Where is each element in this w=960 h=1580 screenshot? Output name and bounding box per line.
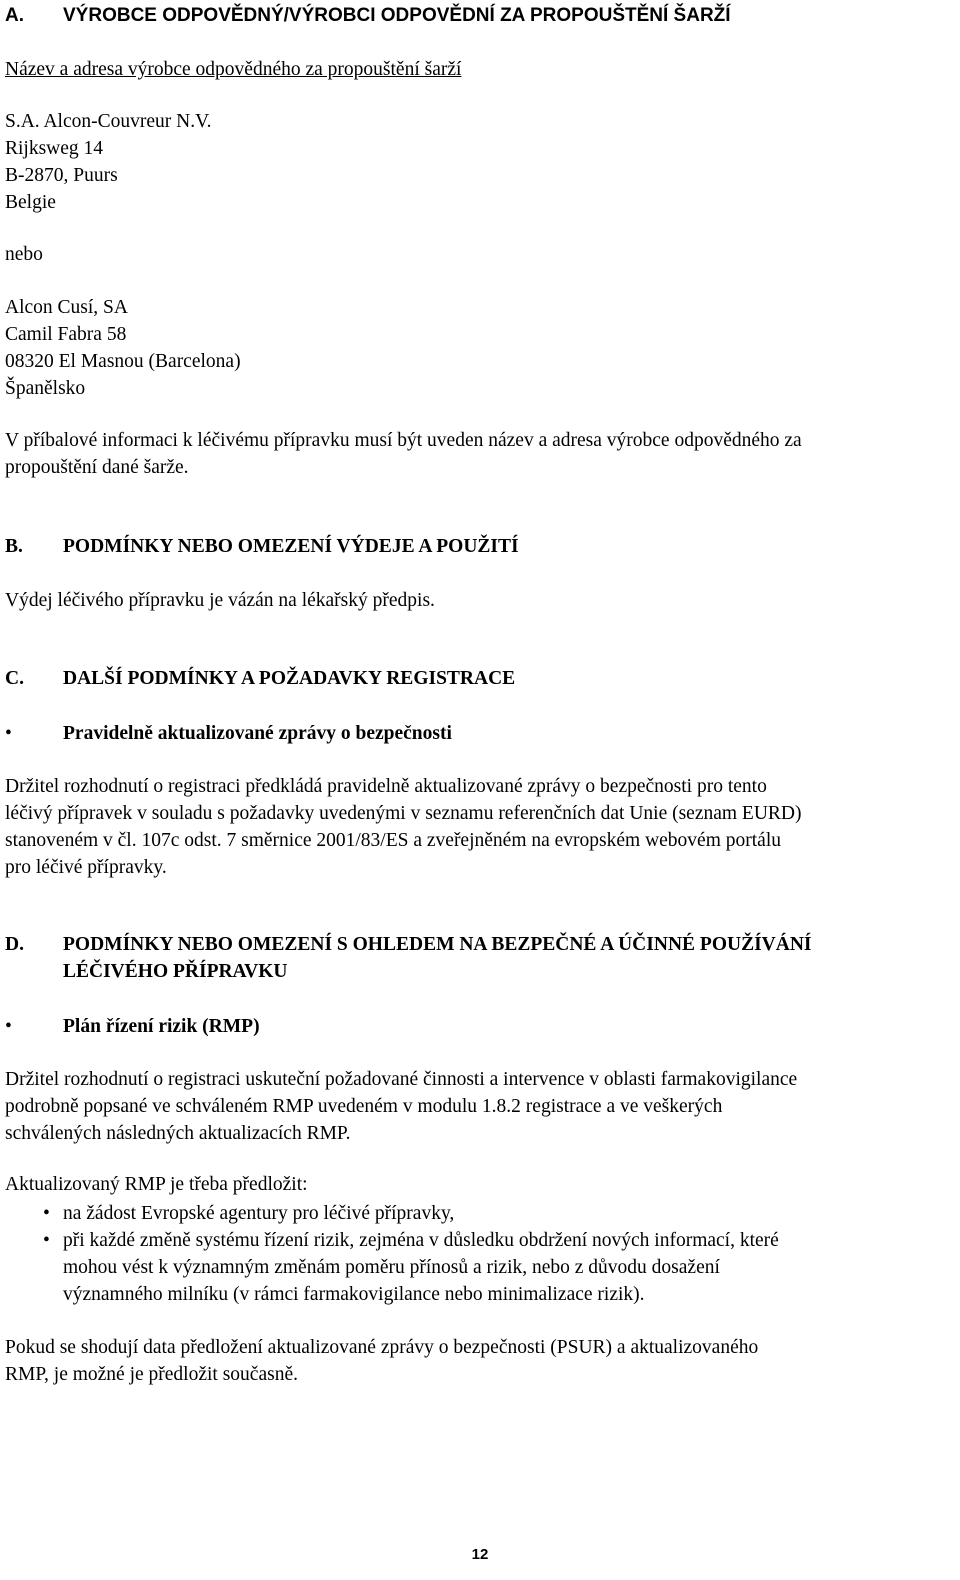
list-item-line: na žádost Evropské agentury pro léčivé přípravky, <box>63 1203 455 1224</box>
address-line: B-2870, Puurs <box>5 165 118 186</box>
bullet-icon: • <box>43 1203 50 1224</box>
section-d-heading <box>5 931 812 985</box>
address-line: Alcon Cusí, SA <box>5 297 128 318</box>
rmp-list-item <box>5 1227 953 1308</box>
bullet-icon: • <box>5 1016 12 1037</box>
section-a-note <box>5 427 802 481</box>
manufacturer-2-address <box>5 294 241 402</box>
paragraph-line: RMP, je možné je předložit současně. <box>5 1364 298 1385</box>
closing-paragraph <box>5 1334 758 1388</box>
paragraph-line: léčivý přípravek v souladu s požadavky uvedenými v seznamu referenčních dat Unie (seznam EURD) <box>5 803 802 824</box>
address-line: Camil Fabra 58 <box>5 324 127 345</box>
section-c-heading <box>5 665 515 692</box>
paragraph-line: schválených následných aktualizacích RMP. <box>5 1123 351 1144</box>
address-line: Belgie <box>5 192 56 213</box>
list-item-line: významného milníku (v rámci farmakovigilance nebo minimalizace rizik). <box>63 1284 645 1305</box>
paragraph-line: podrobně popsané ve schváleném RMP uvedeném v modulu 1.8.2 registrace a ve veškerých <box>5 1096 723 1117</box>
section-c-title: DALŠÍ PODMÍNKY A POŽADAVKY REGISTRACE <box>63 668 516 689</box>
paragraph-line: Držitel rozhodnutí o registraci uskuteční požadované činnosti a intervence v oblasti farmakovigilance <box>5 1069 798 1090</box>
section-d-title-line: PODMÍNKY NEBO OMEZENÍ S OHLEDEM NA BEZPEČNÉ A ÚČINNÉ POUŽÍVÁNÍ <box>63 934 812 955</box>
section-d-title <box>63 931 812 985</box>
list-item-line: mohou vést k významným změnám poměru přínosů a rizik, nebo z důvodu dosažení <box>63 1257 720 1278</box>
bullet-icon: • <box>5 723 12 744</box>
section-d-paragraph <box>5 1066 797 1147</box>
list-item-line: při každé změně systému řízení rizik, zejména v důsledku obdržení nových informací, které <box>63 1230 779 1251</box>
paragraph-line: Pokud se shodují data předložení aktualizované zprávy o bezpečnosti (PSUR) a aktualizovaného <box>5 1337 759 1358</box>
section-d-bullet-heading <box>5 1013 260 1040</box>
address-line: Španělsko <box>5 378 86 399</box>
section-d-title-line: LÉČIVÉHO PŘÍPRAVKU <box>63 961 288 982</box>
section-a-heading <box>5 3 731 29</box>
section-a-letter: A. <box>5 5 24 26</box>
section-c-subtitle: Pravidelně aktualizované zprávy o bezpečnosti <box>63 723 452 744</box>
section-c-letter: C. <box>5 668 24 689</box>
paragraph-line: pro léčivé přípravky. <box>5 857 167 878</box>
manufacturer-1-address <box>5 108 212 216</box>
section-d-letter: D. <box>5 934 24 955</box>
address-line: 08320 El Masnou (Barcelona) <box>5 351 241 372</box>
section-a-title: VÝROBCE ODPOVĚDNÝ/VÝROBCI ODPOVĚDNÍ ZA PROPOUŠTĚNÍ ŠARŽÍ <box>63 5 731 26</box>
note-line: propouštění dané šarže. <box>5 457 189 478</box>
section-b-heading <box>5 533 519 560</box>
paragraph-line: stanoveném v čl. 107c odst. 7 směrnice 2001/83/ES a zveřejněném na evropském webovém portálu <box>5 830 781 851</box>
section-b-letter: B. <box>5 536 23 557</box>
address-line: S.A. Alcon-Couvreur N.V. <box>5 111 212 132</box>
section-c-bullet-heading <box>5 720 452 747</box>
rmp-list-item <box>5 1200 953 1227</box>
section-b-title: PODMÍNKY NEBO OMEZENÍ VÝDEJE A POUŽITÍ <box>63 536 519 557</box>
section-b-text: Výdej léčivého přípravku je vázán na lékařský předpis. <box>5 590 435 611</box>
section-c-paragraph <box>5 773 802 881</box>
paragraph-line: Držitel rozhodnutí o registraci předkládá pravidelně aktualizované zprávy o bezpečnosti pro tento <box>5 776 767 797</box>
rmp-intro: Aktualizovaný RMP je třeba předložit: <box>5 1174 308 1195</box>
address-line: Rijksweg 14 <box>5 138 104 159</box>
note-line: V příbalové informaci k léčivému přípravku musí být uveden název a adresa výrobce odpovědného za <box>5 430 802 451</box>
section-a-subtitle: Název a adresa výrobce odpovědného za propouštění šarží <box>5 59 462 80</box>
bullet-icon: • <box>43 1230 50 1251</box>
or-text: nebo <box>5 244 43 265</box>
page-number: 12 <box>471 1546 489 1563</box>
section-d-subtitle: Plán řízení rizik (RMP) <box>63 1016 260 1037</box>
